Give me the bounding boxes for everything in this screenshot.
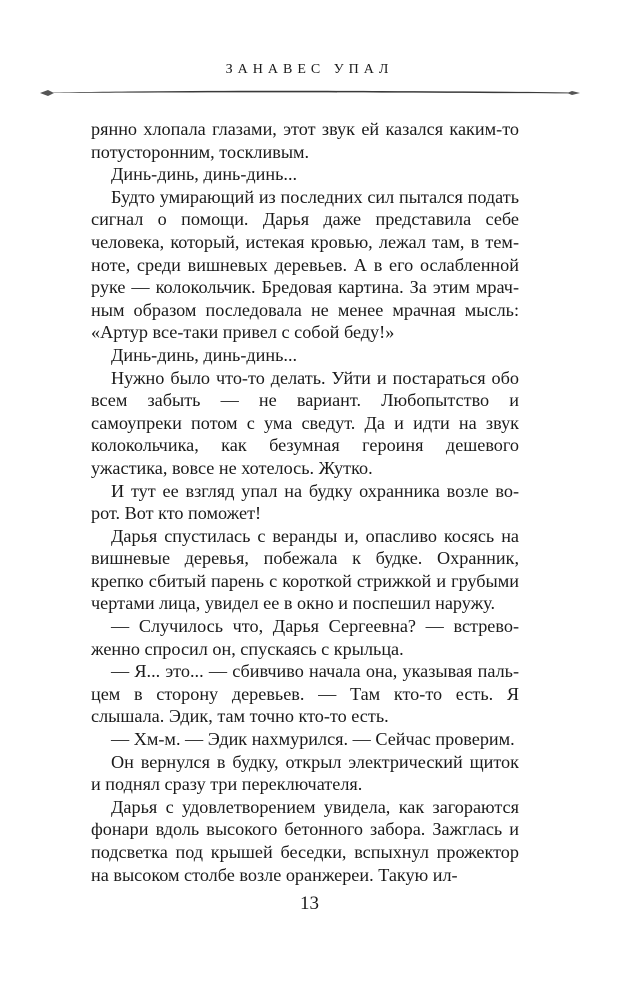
page-number: 13 — [300, 893, 319, 914]
paragraph: рянно хлопала глазами, этот звук ей казался каким-то потусторонним, тоскливым. — [91, 119, 519, 162]
paragraph: Будто умирающий из последних сил пытался подать сигнал о помощи. Дарья даже представила себе человека, который, истекая кровью, лежал там, в темноте, среди вишневых деревьев. А в его ослабленной руке — колокольчик. Бредовая картина. За этим мрачным образом последовала не менее мрачная мысль: «Артур все-таки привел с собой беду!» — [91, 186, 519, 343]
paragraph: Нужно было что-то делать. Уйти и постараться обо всем забыть — не вариант. Любопытство и самоупреки потом с ума сведут. Да и идти на звук колокольчика, как безумная героиня дешевого ужастика, вовсе не хотелось. Жутко. — [91, 367, 519, 478]
paragraph: И тут ее взгляд упал на будку охранника возле ворот. Вот кто поможет! — [91, 480, 519, 524]
paragraph: — Хм-м. — Эдик нахмурился. — Сейчас проверим. — [111, 729, 515, 750]
paragraph: Он вернулся в будку, открыл электрический щиток и поднял сразу три переключателя. — [91, 751, 519, 795]
paragraph: — Случилось что, Дарья Сергеевна? — встревоженно спросил он, спускаясь с крыльца. — [91, 616, 519, 659]
running-header: ЗАНАВЕС УПАЛ — [225, 62, 394, 77]
paragraph: — Я... это... — сбивчиво начала она, указывая пальцем в сторону деревьев. — Там кто-то есть. Я слышала. Эдик, там точно кто-то есть. — [91, 661, 519, 727]
paragraph: Дарья с удовлетворением увидела, как загораются фонари вдоль высокого бетонного забора. Зажглась и подсветка под крышей беседки, вспыхнул прожектор на высоком столбе возле оранжереи. Такую ил- — [91, 796, 519, 885]
body-text — [91, 118, 519, 886]
paragraph: Динь-динь, динь-динь... — [111, 164, 298, 185]
paragraph: Дарья спустилась с веранды и, опасливо косясь на вишневые деревья, побежала к будке. Охранник, крепко сбитый парень с короткой стрижкой и грубыми чертами лица, увидел ее в окно и поспешил наружу. — [91, 525, 519, 614]
header-rule — [40, 85, 580, 99]
paragraph: Динь-динь, динь-динь... — [111, 344, 298, 365]
